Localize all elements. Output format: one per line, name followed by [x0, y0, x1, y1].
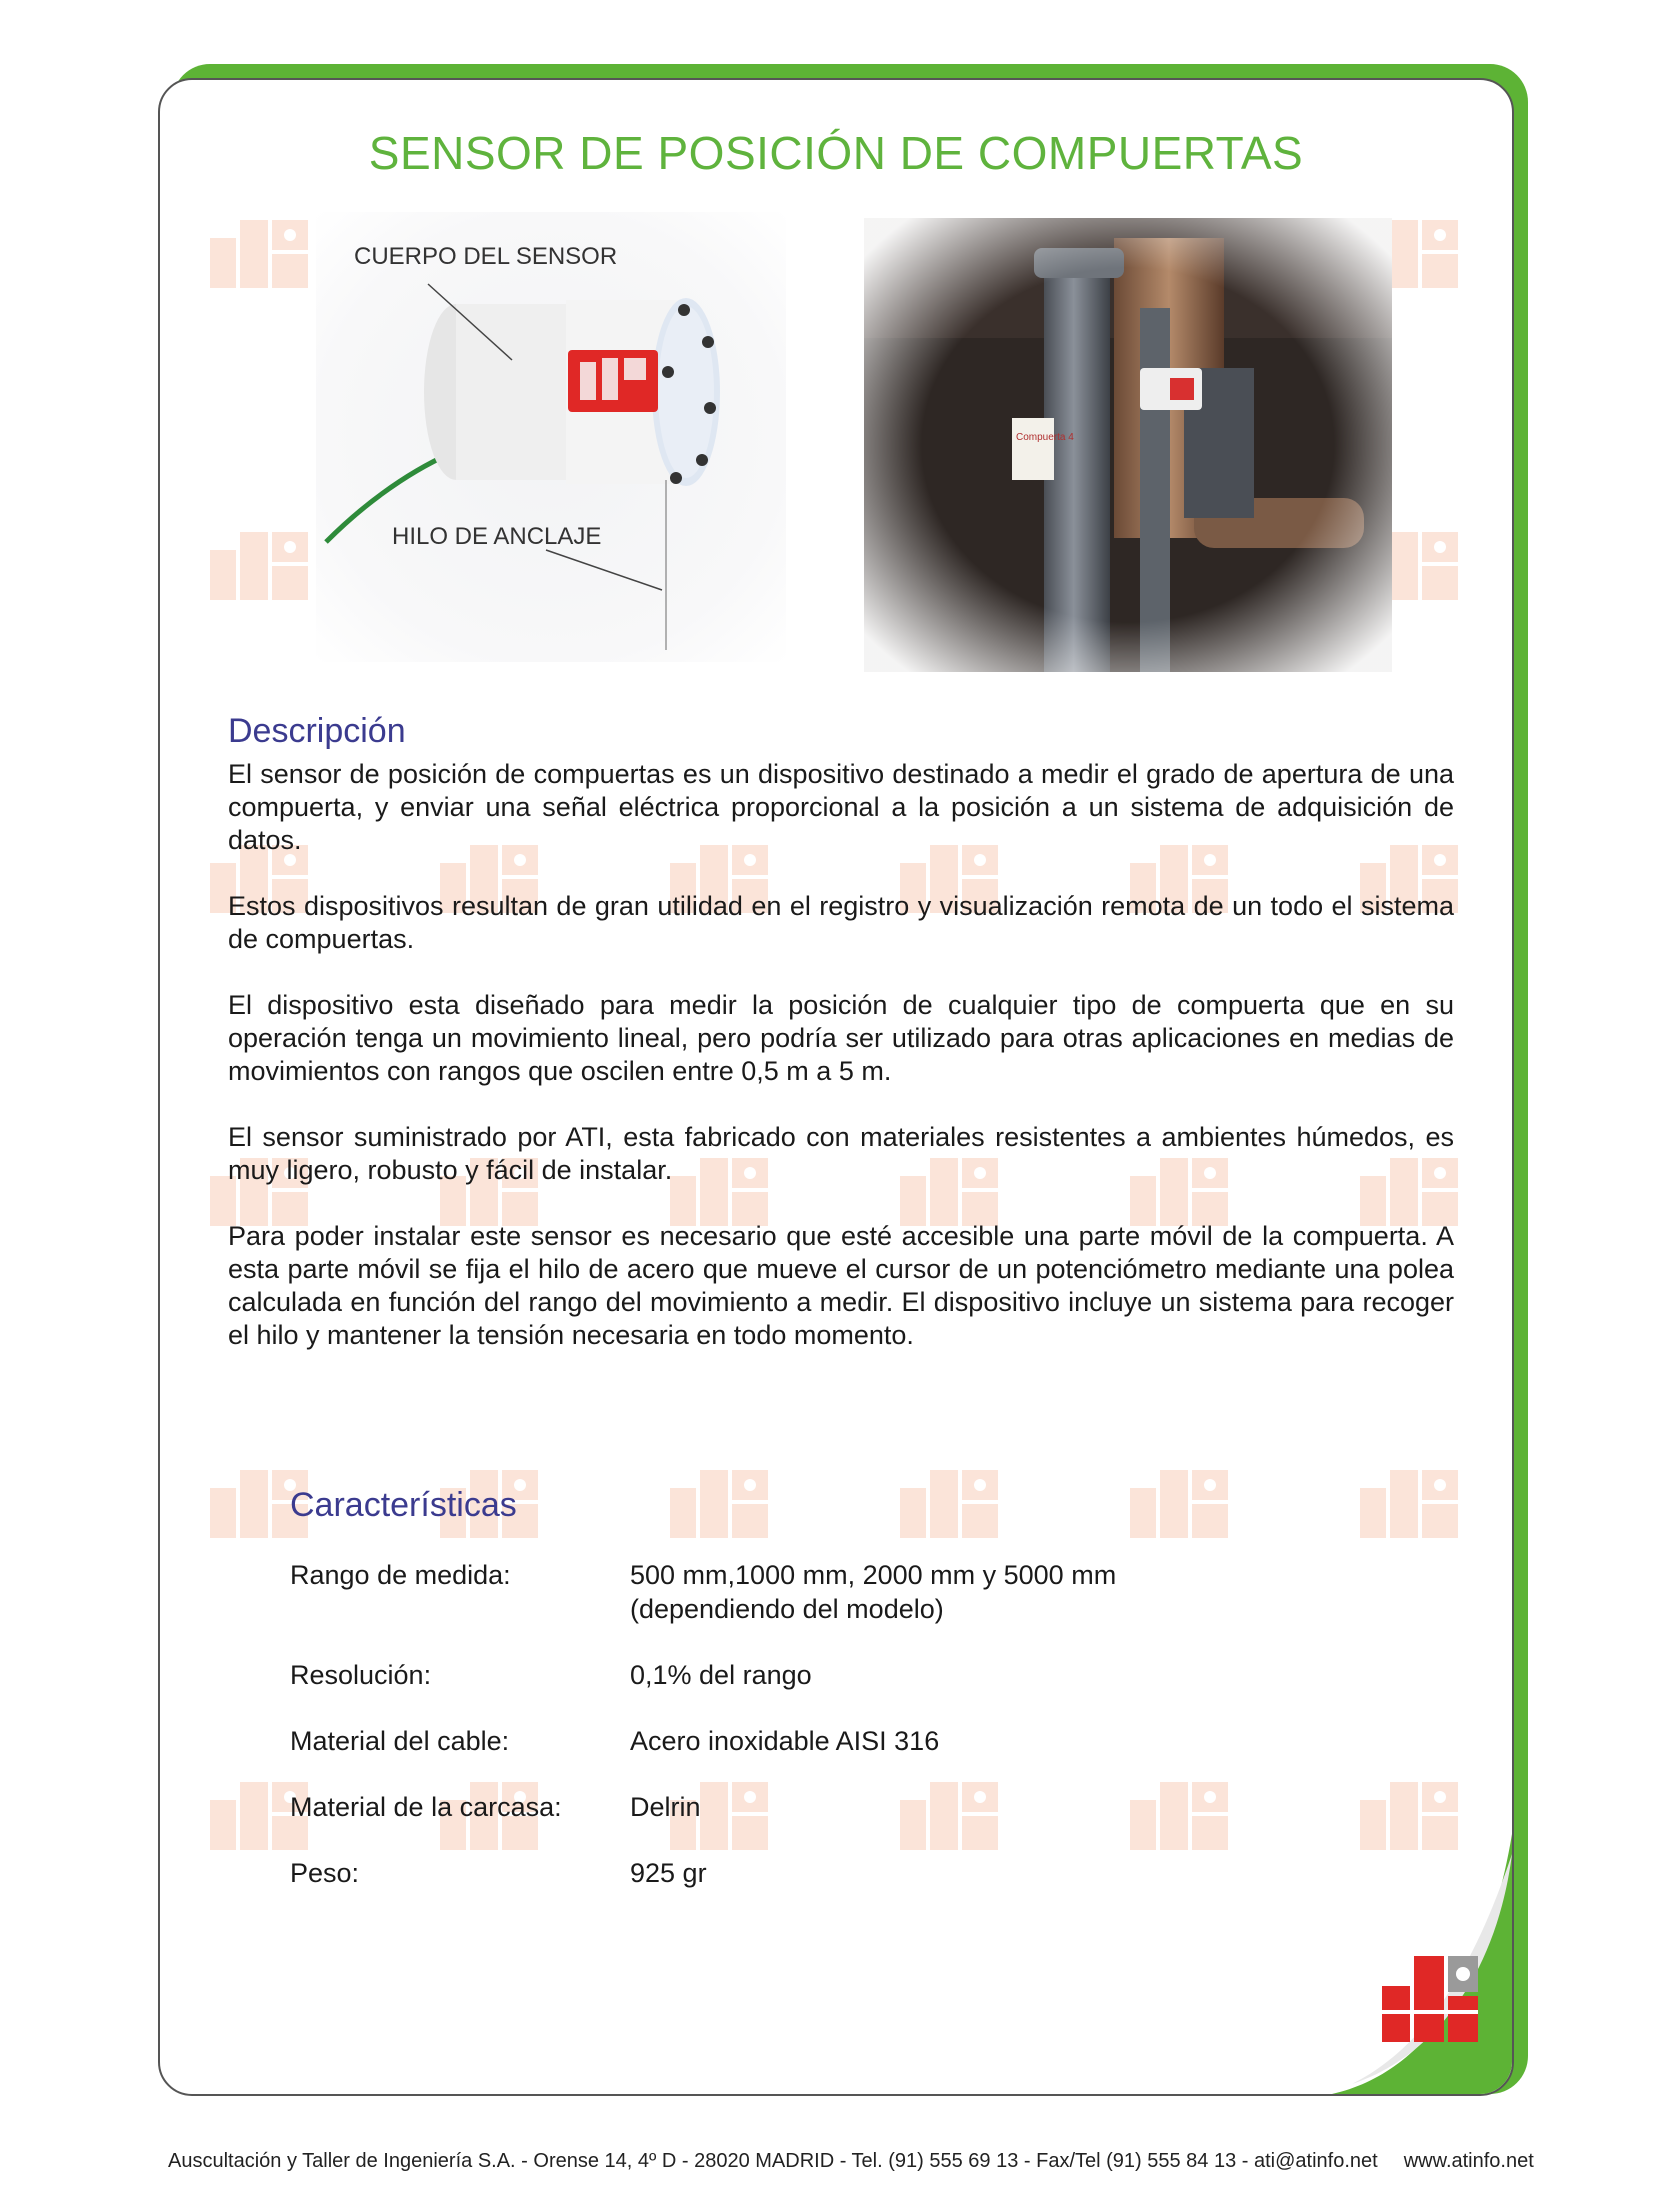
- watermark-logo-icon: [1130, 1470, 1228, 1538]
- spec-label: Peso:: [290, 1858, 360, 1888]
- watermark-logo-icon: [900, 1470, 998, 1538]
- spec-value-line: 500 mm,1000 mm, 2000 mm y 5000 mm: [630, 1560, 1117, 1590]
- sensor-body-label: CUERPO DEL SENSOR: [354, 243, 618, 270]
- spec-label: Material del cable:: [290, 1726, 510, 1756]
- characteristics-heading: Características: [290, 1486, 517, 1524]
- description-body: [228, 758, 1454, 1385]
- spec-label: Material de la carcasa:: [290, 1792, 562, 1822]
- spec-row: [290, 1856, 1390, 1890]
- spec-row: [290, 1790, 1390, 1824]
- footer-contact: Auscultación y Taller de Ingeniería S.A. - Orense 14, 4º D - 28020 MADRID - Tel. (91) 555 69 13 - Fax/Tel (91) 555 84 13 - ati@atinfo.net: [168, 2150, 1378, 2172]
- description-paragraph: El sensor suministrado por ATI, esta fabricado con materiales resistentes a ambientes húmedos, es muy ligero, robusto y fácil de instalar.: [228, 1122, 1454, 1185]
- installation-photo-graphic: [864, 218, 1392, 672]
- description-paragraph: Para poder instalar este sensor es necesario que esté accesible una parte móvil de la compuerta. A esta parte móvil se fija el hilo de acero que mueve el cursor de un potenciómetro mediante una polea calculada en función del rango del movimiento a medir. El dispositivo incluye un sistema para recoger el hilo y mantener la tensión necesaria en todo momento.: [228, 1221, 1454, 1350]
- characteristics-table: [290, 1558, 1390, 1922]
- installation-photo: [864, 218, 1392, 672]
- spec-label: Rango de medida:: [290, 1560, 511, 1590]
- spec-value-line: (dependiendo del modelo): [630, 1594, 944, 1624]
- description-heading: Descripción: [228, 712, 406, 750]
- anchor-wire-label: HILO DE ANCLAJE: [392, 523, 602, 550]
- description-paragraph: Estos dispositivos resultan de gran utilidad en el registro y visualización remota de un todo el sistema de compuertas.: [228, 891, 1454, 954]
- spec-value: Acero inoxidable AISI 316: [630, 1726, 940, 1756]
- spec-value: 925 gr: [630, 1858, 707, 1888]
- description-paragraph: El dispositivo esta diseñado para medir la posición de cualquier tipo de compuerta que en su operación tenga un movimiento lineal, pero podría ser utilizado para otras aplicaciones en medias de movimientos con rangos que oscilen entre 0,5 m a 5 m.: [228, 990, 1454, 1086]
- spec-row: [290, 1558, 1390, 1626]
- page-title: SENSOR DE POSICIÓN DE COMPUERTAS: [368, 127, 1304, 179]
- watermark-logo-icon: [1360, 1470, 1458, 1538]
- watermark-logo-icon: [670, 1470, 768, 1538]
- ati-logo-icon: [1382, 1956, 1478, 2042]
- spec-label: Resolución:: [290, 1660, 432, 1690]
- watermark-logo-icon: [210, 532, 308, 600]
- page-footer: [168, 2150, 1534, 2173]
- spec-value: Delrin: [630, 1792, 701, 1822]
- page-curl: [1272, 1834, 1512, 2094]
- sensor-diagram-graphic: [316, 212, 786, 662]
- sensor-diagram-image: [316, 212, 786, 662]
- footer-website[interactable]: www.atinfo.net: [1403, 2150, 1534, 2172]
- spec-row: [290, 1724, 1390, 1758]
- spec-row: [290, 1658, 1390, 1692]
- document-page: [158, 78, 1514, 2096]
- description-paragraph: El sensor de posición de compuertas es un dispositivo destinado a medir el grado de apertura de una compuerta, y enviar una señal eléctrica proporcional a la posición a un sistema de adquisición de datos.: [228, 759, 1454, 855]
- spec-value: [630, 1558, 1390, 1626]
- spec-value: 0,1% del rango: [630, 1660, 812, 1690]
- watermark-logo-icon: [210, 220, 308, 288]
